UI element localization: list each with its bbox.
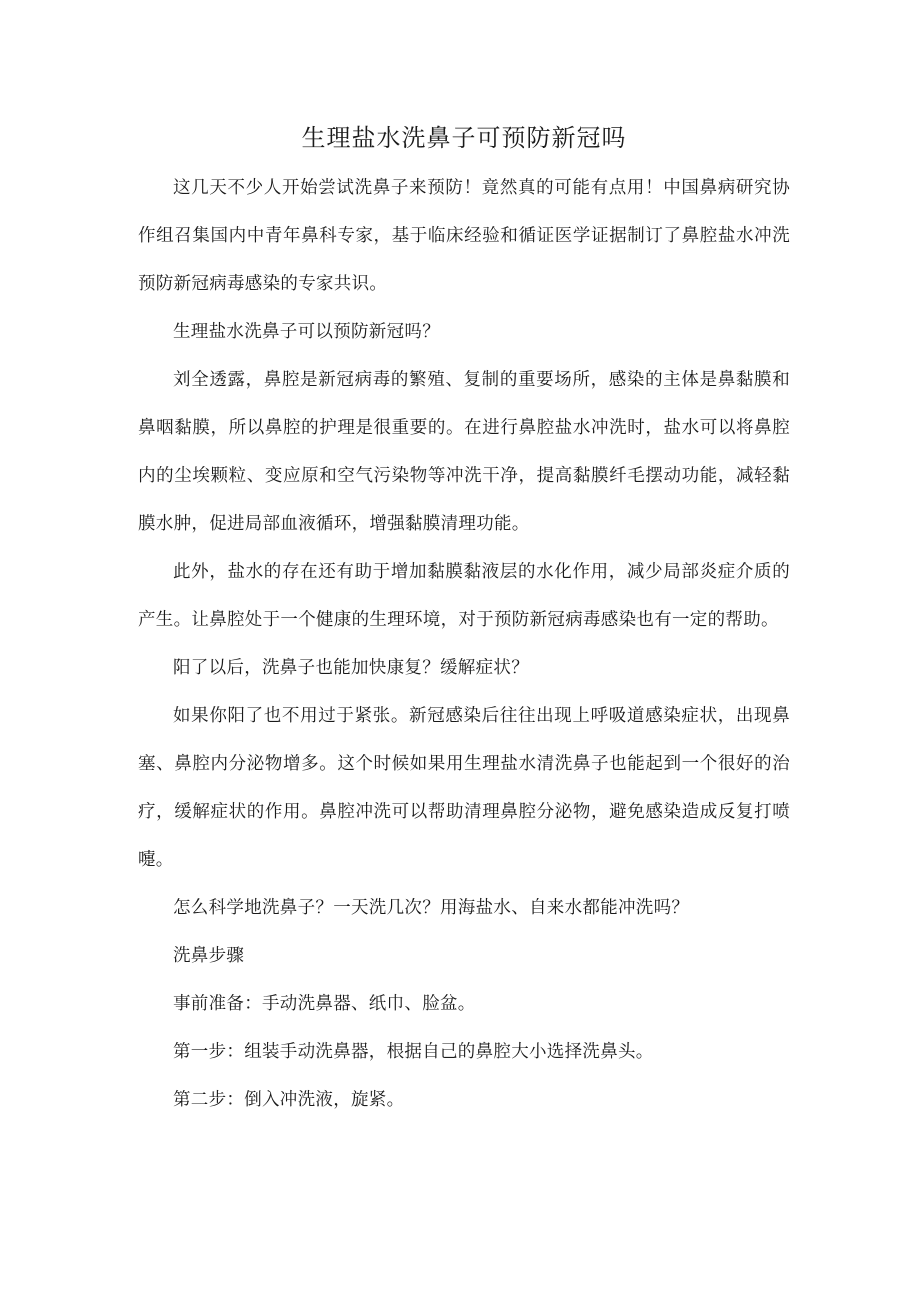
document-title: 生理盐水洗鼻子可预防新冠吗 [301, 124, 627, 152]
paragraph-question-recovery: 阳了以后，洗鼻子也能加快康复？缓解症状？ [173, 658, 529, 678]
paragraph-preparation: 事前准备：手动洗鼻器、纸巾、脸盆。 [173, 994, 476, 1014]
paragraph-nasal-cavity: 刘全透露，鼻腔是新冠病毒的繁殖、复制的重要场所，感染的主体是鼻黏膜和鼻咽黏膜，所以鼻腔的护理是很重要的。在进行鼻腔盐水冲洗时，盐水可以将鼻腔内的尘埃颗粒、变应原和空气污染物等冲洗干净，提高黏膜纤毛摆动功能，减轻黏膜水肿，促进局部血液循环，增强黏膜清理功能。 [138, 370, 790, 534]
paragraph-step-two: 第二步：倒入冲洗液，旋紧。 [173, 1090, 405, 1110]
paragraph-question-prevent: 生理盐水洗鼻子可以预防新冠吗？ [173, 322, 440, 342]
paragraph-steps-heading: 洗鼻步骤 [173, 946, 245, 966]
document-page [138, 116, 790, 1124]
paragraph-step-one: 第一步：组装手动洗鼻器，根据自己的鼻腔大小选择洗鼻头。 [173, 1042, 654, 1062]
paragraph-intro: 这几天不少人开始尝试洗鼻子来预防！竟然真的可能有点用！中国鼻病研究协作组召集国内中青年鼻科专家，基于临床经验和循证医学证据制订了鼻腔盐水冲洗预防新冠病毒感染的专家共识。 [138, 178, 790, 294]
paragraph-question-method: 怎么科学地洗鼻子？一天洗几次？用海盐水、自来水都能冲洗吗？ [173, 898, 690, 918]
paragraph-saline-benefits: 此外，盐水的存在还有助于增加黏膜黏液层的水化作用，减少局部炎症介质的产生。让鼻腔处于一个健康的生理环境，对于预防新冠病毒感染也有一定的帮助。 [138, 562, 790, 630]
paragraph-symptom-relief: 如果你阳了也不用过于紧张。新冠感染后往往出现上呼吸道感染症状，出现鼻塞、鼻腔内分泌物增多。这个时候如果用生理盐水清洗鼻子也能起到一个很好的治疗，缓解症状的作用。鼻腔冲洗可以帮助清理鼻腔分泌物，避免感染造成反复打喷嚏。 [138, 706, 790, 870]
